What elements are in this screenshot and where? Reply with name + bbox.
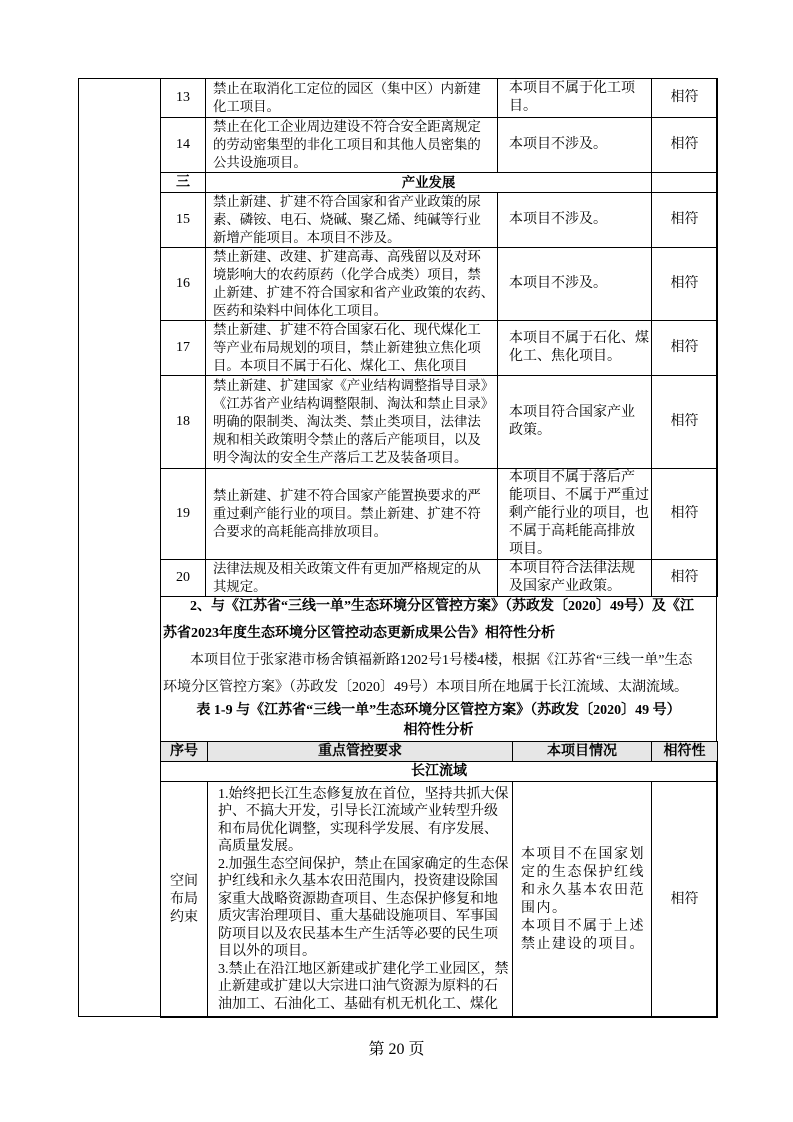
- analysis-section: [160, 593, 717, 741]
- text-line: 表 1-9 与《江苏省“三线一单”生态环境分区管控方案》（苏政发〔2020〕49 号）: [196, 703, 681, 718]
- text-line: 禁止新建、扩建国家《产业结构调整指导目录》: [213, 378, 495, 393]
- text-line: 2、与《江苏省“三线一单”生态环境分区管控方案》（苏政发〔2020〕49号）及《江: [190, 599, 694, 614]
- table-row: [161, 321, 718, 376]
- requirement-cell: [206, 248, 498, 321]
- requirement-cell: [206, 376, 498, 469]
- row-number: 15: [161, 193, 206, 248]
- row-number: 18: [161, 376, 206, 469]
- project-situation-cell: [498, 376, 652, 469]
- text-line: 法律法规及相关政策文件有更加严格规定的从: [213, 561, 481, 576]
- row-number: 16: [161, 248, 206, 321]
- section-title: 产业发展: [206, 173, 652, 193]
- text-line: 围内。: [521, 900, 568, 916]
- text-line: 及国家产业政策。: [509, 579, 621, 594]
- text-line: 止新建或扩建以大宗进口油气资源为原料的石: [218, 979, 498, 995]
- text-line: 禁止新建、改建、扩建高毒、高残留以及对环: [213, 249, 481, 264]
- row-number: 14: [161, 118, 206, 173]
- text-line: 本项目不属于石化、煤: [509, 331, 649, 346]
- requirement-cell: [206, 118, 498, 173]
- header-requirement: 重点管控要求: [208, 742, 513, 762]
- text-line: 约束: [170, 909, 198, 925]
- text-line: 禁止新建、扩建不符合国家产能置换要求的严: [213, 488, 481, 503]
- text-line: 护红线和永久基本农田范围内，投资建设除国: [218, 874, 498, 890]
- text-line: 止新建、扩建不符合国家和省产业政策的农药、: [213, 285, 495, 300]
- text-line: 本项目不属于上述: [521, 918, 645, 934]
- conformity-cell: 相符: [652, 469, 718, 560]
- text-line: 本项目位于张家港市杨舍镇福新路1202号1号楼4楼，根据《江苏省“三线一单”生态: [190, 653, 693, 668]
- text-line: 禁止建设的项目。: [521, 936, 645, 952]
- text-line: 本项目符合国家产业: [509, 405, 635, 420]
- row-number: 20: [161, 560, 206, 597]
- text-line: 1.始终把长江生态修复放在首位，坚持共抓大保: [218, 786, 509, 802]
- text-line: 本项目不涉及。: [509, 212, 607, 227]
- text-line: 新增产能项目。本项目不涉及。: [213, 230, 401, 245]
- requirement-cell: [206, 321, 498, 376]
- text-line: 能项目、不属于严重过: [509, 488, 649, 503]
- table-header-row: [161, 742, 718, 762]
- text-line: 本项目不涉及。: [509, 137, 607, 152]
- text-line: 合要求的高耗能高排放项目。: [213, 524, 388, 539]
- text-line: 相符性分析: [403, 723, 474, 738]
- text-line: 目以外的项目。: [218, 944, 316, 960]
- text-line: 剩产能行业的项目，也: [509, 506, 649, 521]
- text-line: 3.禁止在沿江地区新建或扩建化学工业园区，禁: [218, 961, 509, 977]
- table-caption: [160, 701, 717, 741]
- text-line: 的劳动密集型的非化工项目和其他人员密集的: [213, 137, 481, 152]
- requirement-cell: [206, 193, 498, 248]
- requirement-cell: [208, 782, 513, 1018]
- text-line: 本项目不涉及。: [509, 276, 607, 291]
- empty-cell: [652, 173, 718, 193]
- conformity-cell: 相符: [652, 560, 718, 597]
- text-line: 《江苏省产业结构调整限制、淘汰和禁止目录》: [213, 396, 495, 411]
- text-line: 境影响大的农药原药（化学合成类）项目，禁: [213, 267, 481, 282]
- conformity-cell: 相符: [652, 376, 718, 469]
- text-line: 空间: [170, 873, 198, 889]
- requirement-cell: [206, 560, 498, 597]
- text-line: 定的生态保护红线: [521, 864, 645, 880]
- project-situation-cell: [498, 193, 652, 248]
- project-situation-cell: [498, 321, 652, 376]
- text-line: 家重大战略资源勘查项目、生态保护修复和地: [218, 891, 498, 907]
- table-row: [161, 79, 718, 118]
- section-number: 三: [161, 173, 206, 193]
- header-conformity: 相符性: [652, 742, 718, 762]
- text-line: 化工、焦化项目。: [509, 349, 621, 364]
- table-1-9: [160, 741, 718, 1018]
- text-line: 项目。: [509, 542, 551, 557]
- text-line: 重过剩产能行业的项目。禁止新建、扩建不符: [213, 506, 481, 521]
- text-line: 规和相关政策明令禁止的落后产能项目，以及: [213, 432, 481, 447]
- text-line: 布局: [170, 891, 198, 907]
- project-situation-cell: [498, 560, 652, 597]
- conformity-cell: 相符: [652, 248, 718, 321]
- text-line: 2.加强生态空间保护，禁止在国家确定的生态保: [218, 856, 509, 872]
- section-heading: [160, 593, 717, 647]
- text-line: 高质量发展。: [218, 839, 302, 855]
- text-line: 本项目不在国家划: [521, 846, 645, 862]
- text-line: 禁止在化工企业周边建设不符合安全距离规定: [213, 119, 481, 134]
- text-line: 本项目不属于化工项: [509, 81, 635, 96]
- requirement-cell: [206, 469, 498, 560]
- text-line: 素、磷铵、电石、烧碱、聚乙烯、纯碱等行业: [213, 212, 481, 227]
- row-number: 13: [161, 79, 206, 118]
- conformity-cell: 相符: [652, 193, 718, 248]
- text-line: 禁止新建、扩建不符合国家石化、现代煤化工: [213, 322, 481, 337]
- category-cell: [161, 782, 208, 1018]
- analysis-paragraph: [160, 647, 717, 701]
- conformity-cell: 相符: [652, 79, 718, 118]
- text-line: 禁止在取消化工定位的园区（集中区）内新建: [213, 81, 481, 96]
- requirement-cell: [206, 79, 498, 118]
- table-row: [161, 118, 718, 173]
- text-line: 和永久基本农田范: [521, 882, 645, 898]
- section-row: [161, 762, 718, 782]
- section-row: [161, 173, 718, 193]
- text-line: 政策。: [509, 423, 551, 438]
- row-number: 17: [161, 321, 206, 376]
- text-line: 不属于高耗能高排放: [509, 524, 635, 539]
- page-number: 第 20 页: [368, 1041, 425, 1058]
- table-row: [161, 560, 718, 597]
- section-title: 长江流域: [161, 762, 718, 782]
- project-situation-cell: [498, 79, 652, 118]
- compliance-table-continued: [160, 78, 718, 597]
- text-line: 禁止新建、扩建不符合国家和省产业政策的尿: [213, 194, 481, 209]
- conformity-cell: 相符: [652, 118, 718, 173]
- conformity-cell: 相符: [652, 782, 718, 1018]
- text-line: 本项目符合法律法规: [509, 561, 635, 576]
- text-line: 其规定。: [213, 579, 267, 594]
- table-row: [161, 469, 718, 560]
- row-number: 19: [161, 469, 206, 560]
- table-row: [161, 193, 718, 248]
- table-row: [161, 376, 718, 469]
- text-line: 目。: [509, 99, 537, 114]
- text-line: 油加工、石油化工、基础有机无机化工、煤化: [218, 996, 498, 1012]
- text-line: 医药和染料中间体化工项目。: [213, 303, 388, 318]
- conformity-cell: 相符: [652, 321, 718, 376]
- header-situation: 本项目情况: [513, 742, 652, 762]
- text-line: 化工项目。: [213, 99, 280, 114]
- text-line: 防项目以及农民基本生产生活等必要的民生项: [218, 926, 498, 942]
- table-row: [161, 782, 718, 1018]
- text-line: 环境分区管控方案》（苏政发〔2020〕49号）本项目所在地属于长江流域、太湖流域。: [163, 680, 688, 695]
- table-row: [161, 248, 718, 321]
- header-number: 序号: [161, 742, 208, 762]
- text-line: 质灾害治理项目、重大基础设施项目、军事国: [218, 909, 498, 925]
- project-situation-cell: [498, 469, 652, 560]
- project-situation-cell: [498, 118, 652, 173]
- text-line: 等产业布局规划的项目，禁止新建独立焦化项: [213, 340, 481, 355]
- project-situation-cell: [498, 248, 652, 321]
- text-line: 和布局优化调整，实现科学发展、有序发展、: [218, 821, 498, 837]
- project-situation-cell: [513, 782, 652, 1018]
- text-line: 护、不搞大开发，引导长江流域产业转型升级: [218, 804, 498, 820]
- text-line: 目。本项目不属于石化、煤化工、焦化项目: [213, 358, 468, 373]
- text-line: 明令淘汰的安全生产落后工艺及装备项目。: [213, 450, 468, 465]
- text-line: 公共设施项目。: [213, 155, 307, 170]
- text-line: 明确的限制类、淘汰类、禁止类项目，法律法: [213, 414, 481, 429]
- text-line: 苏省2023年度生态环境分区管控动态更新成果公告》相符性分析: [163, 626, 555, 641]
- text-line: 本项目不属于落后产: [509, 470, 635, 485]
